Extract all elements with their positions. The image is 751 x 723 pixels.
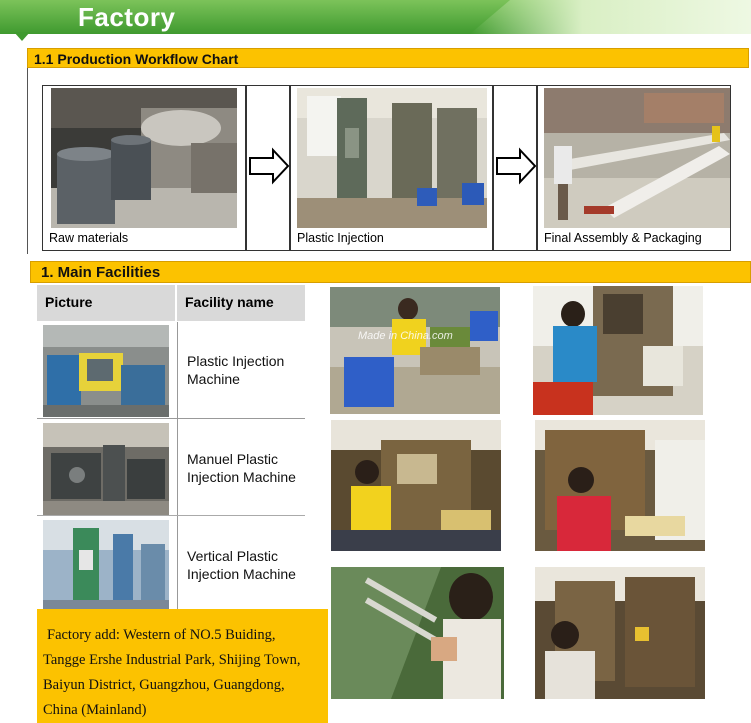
banner-highlight — [470, 0, 751, 34]
step-label: Raw materials — [49, 231, 129, 245]
factory-photo-worker-closeup — [331, 567, 504, 699]
facility-name-line: Injection Machine — [187, 469, 296, 485]
address-line: Baiyun District, Guangzhou, Guangdong, — [43, 677, 285, 693]
workflow-heading: 1.1 Production Workflow Chart — [27, 48, 749, 68]
column-header-picture: Picture — [37, 285, 177, 321]
step-label: Final Assembly & Packaging — [544, 231, 702, 245]
facility-name-line: Injection Machine — [187, 566, 296, 582]
factory-photo-worker-red-shirt — [535, 420, 705, 551]
workflow-step-plastic-injection — [290, 85, 493, 251]
injection-machine-photo — [43, 325, 169, 417]
banner-title: Factory — [78, 2, 176, 32]
step-label: Plastic Injection — [297, 231, 384, 245]
facility-name-line: Vertical Plastic — [187, 548, 279, 564]
workflow-step-final-assembly — [537, 85, 731, 251]
facility-name — [187, 547, 296, 583]
workflow-arrow-1 — [246, 85, 290, 251]
factory-address-box — [37, 609, 328, 723]
factory-banner — [0, 0, 751, 42]
facility-name-line: Machine — [187, 371, 240, 387]
vertical-machine-photo — [43, 520, 169, 610]
workflow-step-raw-materials — [42, 85, 246, 251]
facility-name-line: Plastic Injection — [187, 353, 285, 369]
facility-name — [187, 450, 296, 486]
address-line: China (Mainland) — [43, 702, 147, 718]
right-arrow-icon — [247, 86, 291, 252]
watermark-text: Made in China.com — [358, 330, 453, 342]
column-header-facility-name: Facility name — [177, 285, 305, 321]
manuel-machine-photo — [43, 423, 169, 515]
factory-photo-worker-machines-right — [535, 567, 705, 699]
final-assembly-photo — [544, 88, 730, 228]
table-row — [37, 517, 305, 612]
table-row — [37, 322, 305, 419]
factory-photo-worker-yellow-shirt — [330, 287, 500, 414]
factory-photo-worker-blue-shirt — [533, 286, 703, 415]
facility-name-line: Manuel Plastic — [187, 451, 279, 467]
address-line: Factory add: Western of NO.5 Buiding, — [47, 627, 276, 643]
table-row — [37, 420, 305, 516]
plastic-injection-photo — [297, 88, 487, 228]
facility-name — [187, 352, 284, 388]
right-arrow-icon — [494, 86, 538, 252]
raw-materials-photo — [51, 88, 237, 228]
facilities-heading: 1. Main Facilities — [30, 261, 751, 283]
workflow-arrow-2 — [493, 85, 537, 251]
workflow-chart — [27, 68, 750, 254]
factory-photo-worker-machine-left — [331, 420, 501, 551]
banner-notch — [14, 32, 30, 41]
address-line: Tangge Ershe Industrial Park, Shijing Town, — [43, 652, 301, 668]
